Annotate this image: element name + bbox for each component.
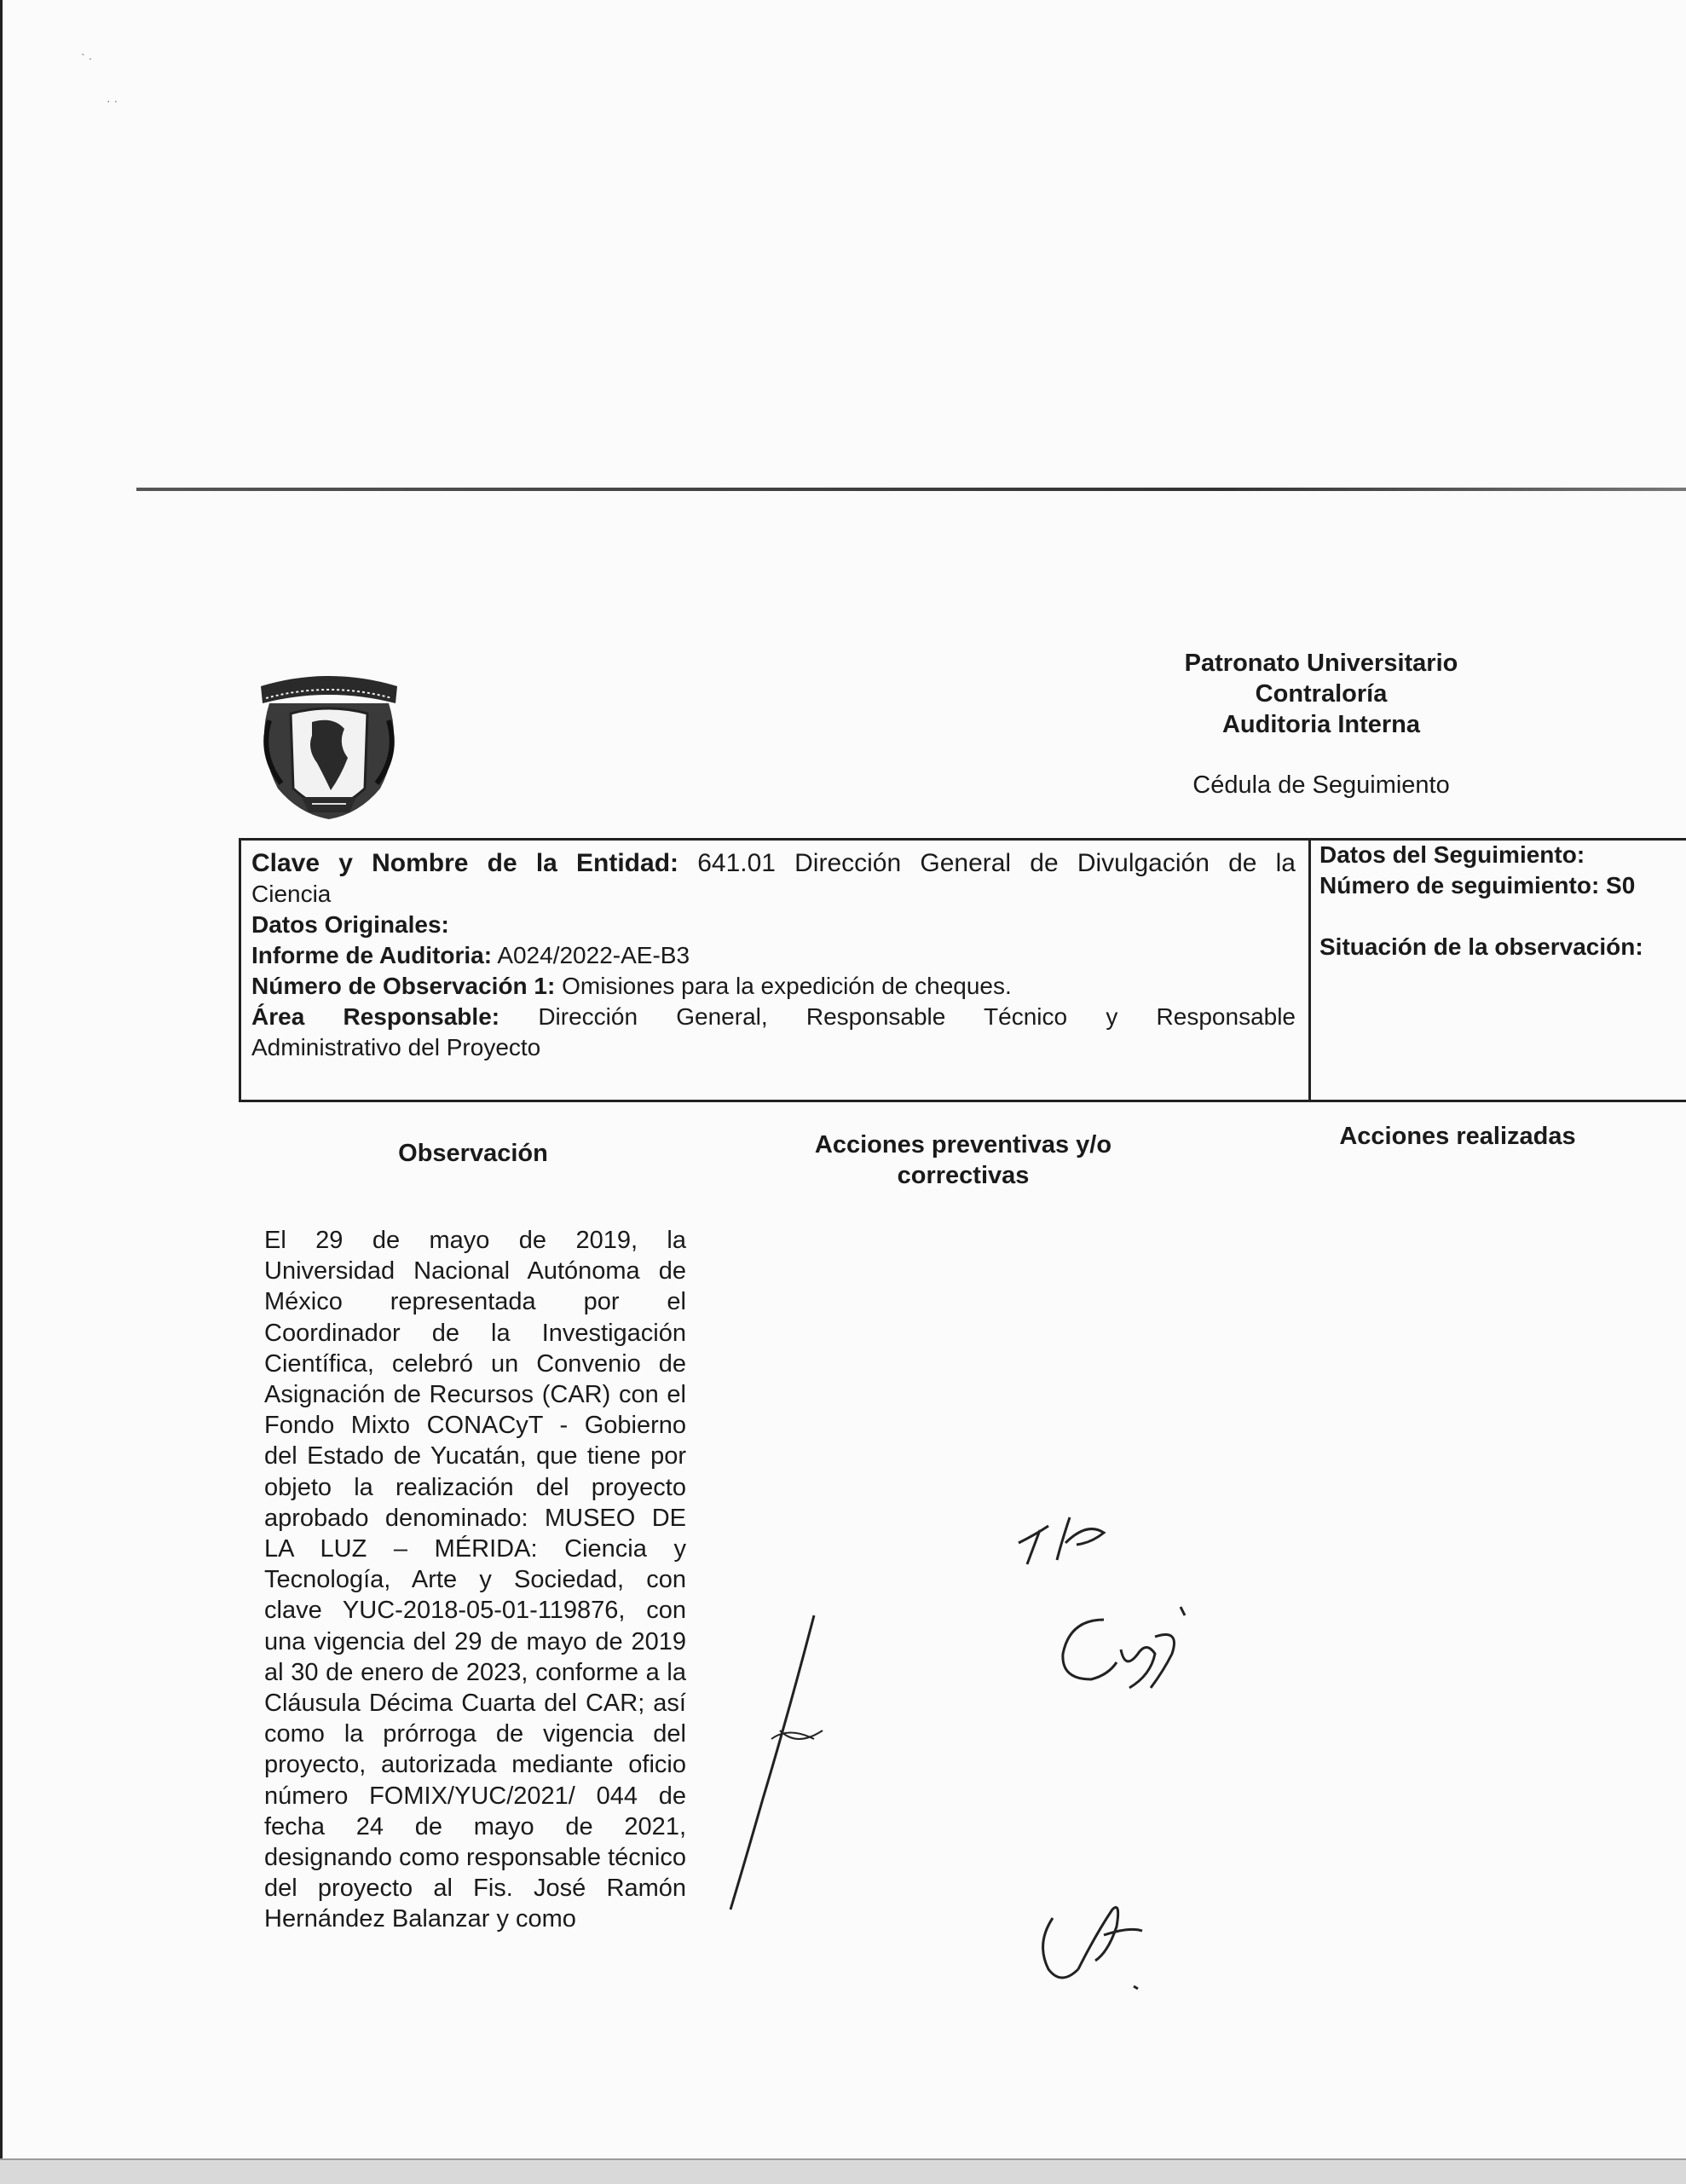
document-subtitle: Cédula de Seguimiento bbox=[1192, 771, 1450, 799]
header-contraloria: Contraloría bbox=[1255, 680, 1388, 708]
box-divider bbox=[1308, 838, 1311, 1102]
university-seal-icon bbox=[252, 669, 406, 823]
scan-speck: ` · bbox=[81, 51, 93, 65]
seguimiento-label: Datos del Seguimiento: bbox=[1319, 841, 1585, 868]
seguimiento-details bbox=[1319, 838, 1686, 1008]
observation-body: El 29 de mayo de 2019, la Universidad Nacional Autónoma de México representada por el Coordinador de la Investigación Científica, celebró un Convenio de Asignación de Recursos (CAR) con el Fondo Mixto CONACyT - Gobierno del Estado de Yucatán, que tiene por objeto la realización del proyecto aprobado denominado: MUSEO DE LA LUZ – MÉRIDA: Ciencia y Tecnología, Arte y Sociedad, con clave YUC-2018-05-01-119876, con una vigencia del 29 de mayo de 2019 al 30 de enero de 2023, conforme a la Cláusula Décima Cuarta del CAR; así como la prórroga de vigencia del proyecto, autorizada mediante oficio número FOMIX/YUC/2021/ 044 de fecha 24 de mayo de 2021, designando como responsable técnico del proyecto al Fis. José Ramón Hernández Balanzar y como bbox=[264, 1227, 686, 1933]
initials-mark bbox=[1027, 1875, 1155, 2003]
scan-speck: · · bbox=[107, 94, 118, 107]
area-label: Área Responsable: bbox=[251, 1003, 500, 1030]
scan-page-edge bbox=[0, 0, 3, 2182]
informe-label: Informe de Auditoria: bbox=[251, 942, 493, 968]
entity-details bbox=[251, 848, 1296, 1063]
observacion-number-label: Número de Observación 1: bbox=[251, 973, 556, 999]
column-header-acciones bbox=[767, 1130, 1159, 1191]
clave-label: Clave y Nombre de la Entidad: bbox=[251, 849, 679, 877]
acciones-line2: correctivas bbox=[897, 1162, 1030, 1189]
clave-value: 641.01 Dirección General de Divulgación de la bbox=[697, 849, 1296, 877]
clave-value-continued: Ciencia bbox=[251, 881, 332, 907]
scan-page-bottom bbox=[0, 2158, 1686, 2184]
scan-rule-line bbox=[136, 488, 1686, 491]
situacion-label: Situación de la observación: bbox=[1319, 933, 1643, 960]
initials-mark bbox=[1010, 1509, 1146, 1569]
informe-value: A024/2022-AE-B3 bbox=[497, 942, 690, 968]
signature-mark bbox=[720, 1611, 831, 1918]
area-value: Dirección General, Responsable Técnico y Responsable bbox=[538, 1003, 1296, 1030]
column-header-observacion: Observación bbox=[398, 1140, 548, 1167]
area-value-continued: Administrativo del Proyecto bbox=[251, 1034, 541, 1060]
observacion-number-value: Omisiones para la expedición de cheques. bbox=[562, 973, 1012, 999]
numero-seguimiento-label: Número de seguimiento: S0 bbox=[1319, 872, 1636, 898]
initials-mark bbox=[1044, 1603, 1206, 1713]
acciones-line1: Acciones preventivas y/o bbox=[814, 1131, 1112, 1158]
column-header-realizadas: Acciones realizadas bbox=[1339, 1123, 1576, 1150]
header-patronato: Patronato Universitario bbox=[1184, 650, 1458, 677]
datos-originales-label: Datos Originales: bbox=[251, 911, 449, 938]
header-auditoria: Auditoria Interna bbox=[1221, 711, 1420, 738]
